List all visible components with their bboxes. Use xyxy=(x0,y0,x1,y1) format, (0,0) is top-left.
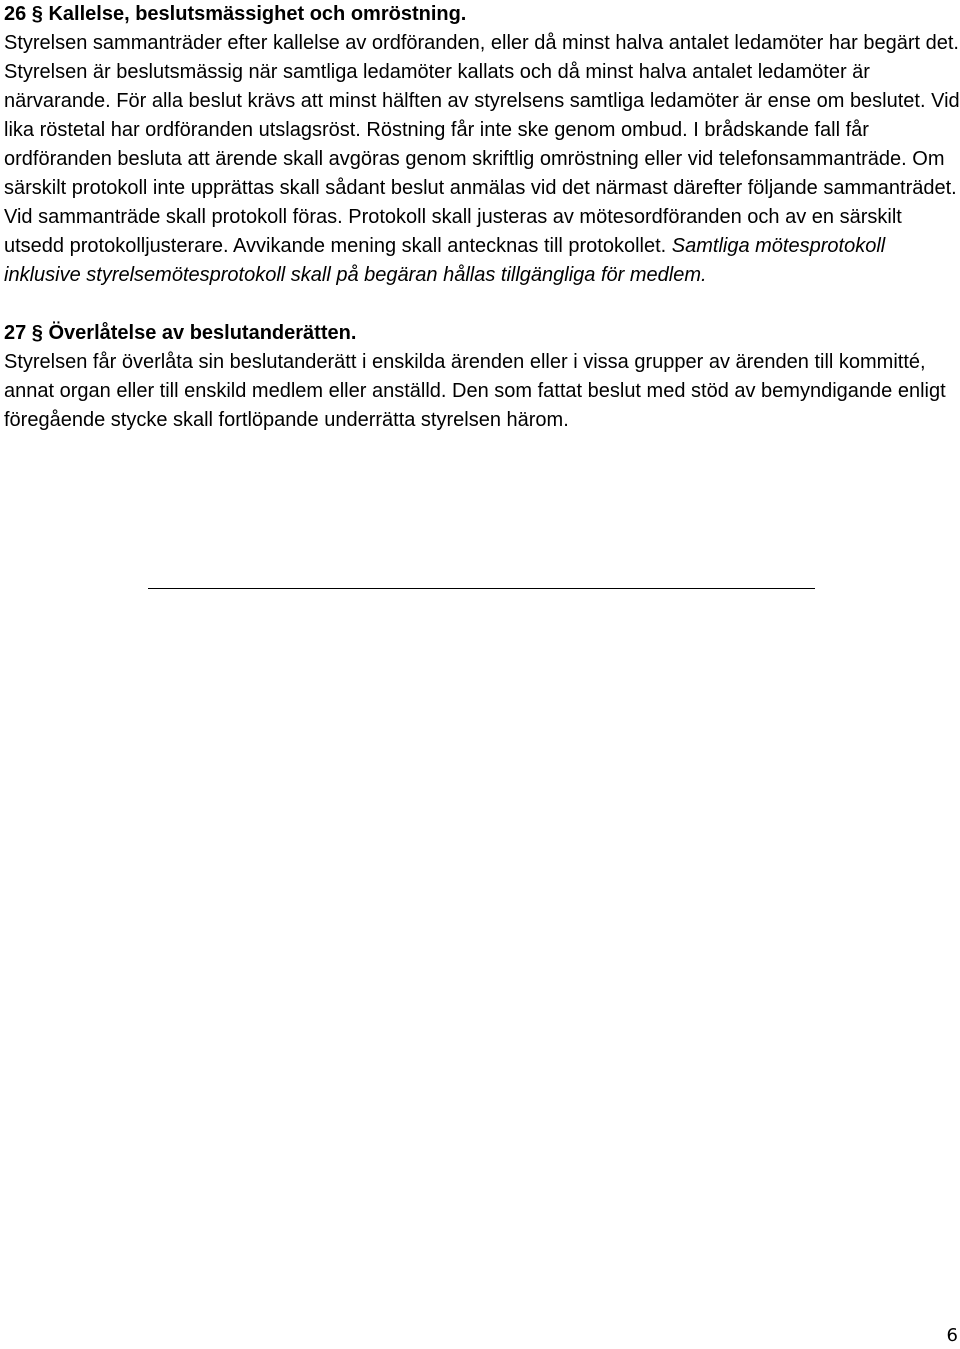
section-paragraph xyxy=(4,29,960,290)
page-number: 6 xyxy=(946,1325,958,1346)
paragraph-italic-text: Samtliga mötesprotokoll inklusive styrelsemötesprotokoll skall på begäran hållas tillgängliga för medlem. xyxy=(4,235,886,286)
section-heading: 26 § Kallelse, beslutsmässighet och omröstning. xyxy=(4,3,467,25)
separator-rule xyxy=(148,588,815,589)
paragraph-text: Styrelsen sammanträder efter kallelse av ordföranden, eller då minst halva antalet ledamöter har begärt det. Styrelsen är beslutsmässig när samtliga ledamöter kallats och då minst halva antalet ledamöter är närvarande. För alla beslut krävs att minst hälften av styrelsens samtliga ledamöter är ense om beslutet. Vid lika röstetal har ordföranden utslagsröst. Röstning får inte ske genom ombud. I brådskande fall får ordföranden besluta att ärende skall avgöras genom skriftlig omröstning eller vid telefonsammanträde. Om särskilt protokoll inte upprättas skall sådant beslut anmälas vid det närmast därefter följande sammanträdet. Vid sammanträde skall protokoll föras. Protokoll skall justeras av mötesordföranden och av en särskilt utsedd protokolljusterare. Avvikande mening skall antecknas till protokollet. xyxy=(4,32,960,257)
section-27 xyxy=(4,319,960,435)
document-page xyxy=(4,0,960,435)
section-heading: 27 § Överlåtelse av beslutanderätten. xyxy=(4,322,357,344)
section-paragraph: Styrelsen får överlåta sin beslutanderätt i enskilda ärenden eller i vissa grupper av ärenden till kommitté, annat organ eller till enskild medlem eller anställd. Den som fattat beslut med stöd av bemyndigande enligt föregående stycke skall fortlöpande underrätta styrelsen härom. xyxy=(4,351,946,431)
section-26 xyxy=(4,0,960,290)
